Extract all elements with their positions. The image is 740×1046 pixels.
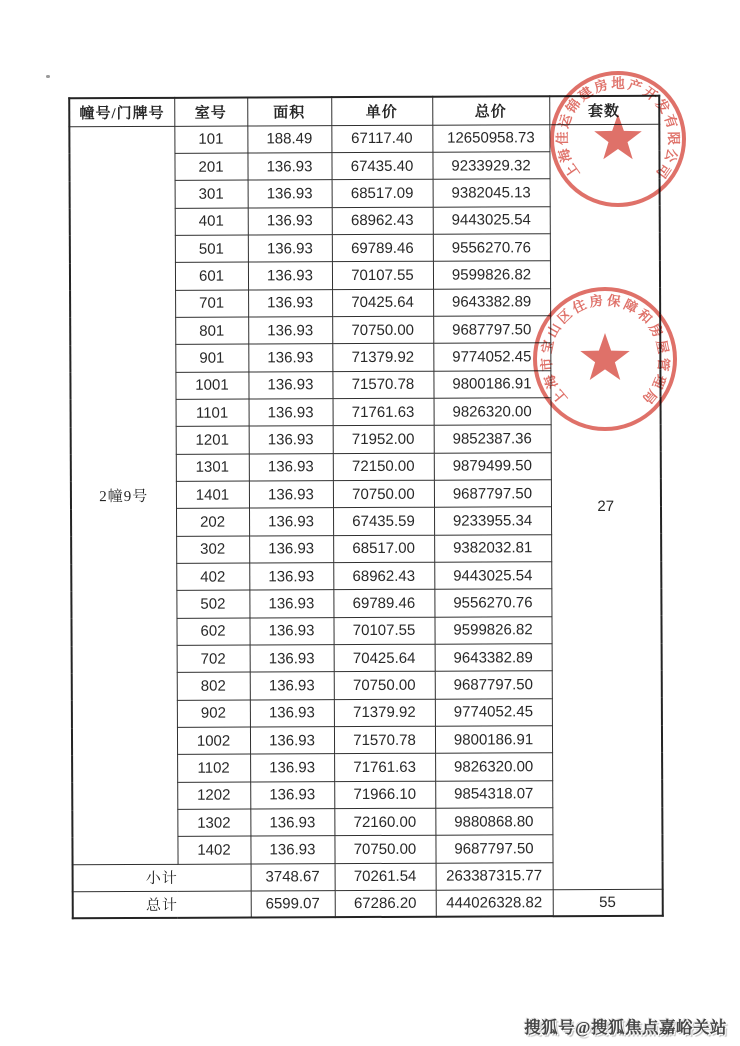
seal-text-char: 房 [646, 320, 666, 340]
cell-unit-price: 70107.55 [333, 617, 434, 645]
cell-total-price: 9382032.81 [434, 534, 551, 562]
cell-total-price: 9643382.89 [435, 644, 552, 672]
cell-room-number: 1201 [176, 426, 249, 454]
cell-area: 136.93 [248, 317, 332, 345]
seal-text-char: 房 [592, 76, 610, 96]
cell-unit-price: 70750.00 [333, 480, 434, 508]
cell-total-price: 9443025.54 [433, 206, 550, 234]
cell-total-price: 9854318.07 [435, 780, 552, 808]
table-header-cell: 室号 [174, 98, 247, 126]
cell-unit-price: 68962.43 [332, 207, 433, 235]
cell-total-price: 9599826.82 [433, 261, 550, 289]
cell-total-price: 9687797.50 [435, 835, 552, 863]
table-header-cell: 单价 [331, 97, 432, 125]
cell-room-number: 1402 [177, 836, 250, 864]
table-header-cell: 套数 [549, 96, 659, 124]
cell-unit-price: 71379.92 [332, 343, 433, 371]
cell-unit-price: 71761.63 [333, 398, 434, 426]
table-header-cell: 面积 [247, 97, 331, 125]
cell-area: 136.93 [249, 399, 333, 427]
cell-unit-price: 67435.40 [331, 152, 432, 180]
cell-unit-price: 71966.10 [334, 781, 435, 809]
cell-total-price: 9599826.82 [434, 616, 551, 644]
cell-area: 136.93 [248, 180, 332, 208]
cell-total-price: 9687797.50 [433, 316, 550, 344]
table-header-cell: 幢号/门牌号 [69, 98, 174, 126]
cell-total-price: 9852387.36 [434, 425, 551, 453]
cell-total-price: 9443025.54 [434, 562, 551, 590]
cell-total-price: 9774052.45 [433, 343, 550, 371]
seal-text-char: 上 [550, 386, 571, 407]
cell-area: 136.93 [249, 481, 333, 509]
cell-total-price: 9826320.00 [435, 753, 552, 781]
cell-room-number: 702 [177, 645, 250, 673]
cell-room-number: 802 [177, 672, 250, 700]
subtotal-total-price: 263387315.77 [436, 862, 553, 890]
cell-unit-price: 71570.78 [332, 371, 433, 399]
seal-text-char: 公 [661, 146, 681, 165]
company-seal [538, 59, 698, 219]
units-count-cell: 27 [549, 124, 662, 890]
cell-area: 136.93 [249, 617, 333, 645]
cell-total-price: 9556270.76 [434, 589, 551, 617]
cell-total-price: 9233929.32 [432, 152, 549, 180]
cell-area: 136.93 [250, 699, 334, 727]
grand-total-label: 总计 [73, 891, 251, 919]
cell-room-number: 402 [176, 563, 249, 591]
cell-room-number: 201 [174, 153, 247, 181]
cell-room-number: 601 [175, 262, 248, 290]
cell-unit-price: 72160.00 [334, 808, 435, 836]
cell-room-number: 701 [175, 290, 248, 318]
cell-unit-price: 70425.64 [334, 644, 435, 672]
seal-text-char: 和 [635, 306, 656, 327]
cell-unit-price: 71379.92 [334, 699, 435, 727]
cell-room-number: 902 [177, 700, 250, 728]
star-icon [594, 114, 642, 159]
cell-area: 136.93 [250, 809, 334, 837]
cell-unit-price: 70750.00 [334, 672, 435, 700]
cell-total-price: 9556270.76 [433, 234, 550, 262]
building-cell: 2幢9号 [69, 126, 177, 865]
cell-unit-price: 69789.46 [332, 234, 433, 262]
seal-text-char: 山 [544, 320, 564, 340]
cell-total-price: 9233955.34 [434, 507, 551, 535]
cell-area: 136.93 [250, 836, 334, 864]
cell-total-price: 9800186.91 [435, 726, 552, 754]
grand-total-unit-price: 67286.20 [335, 890, 436, 917]
cell-total-price: 9800186.91 [433, 370, 550, 398]
cell-unit-price: 67435.59 [333, 508, 434, 536]
cell-total-price: 9382045.13 [433, 179, 550, 207]
government-seal [525, 279, 685, 439]
grand-total-units: 55 [553, 889, 663, 916]
star-icon [580, 333, 629, 380]
seal-text-char: 宝 [539, 338, 557, 355]
subtotal-label: 小计 [73, 864, 251, 892]
subtotal-area: 3748.67 [251, 863, 335, 890]
cell-area: 136.93 [248, 262, 332, 290]
cell-total-price: 12650958.73 [432, 124, 549, 152]
seal-text-char: 上 [562, 161, 583, 181]
cell-area: 136.93 [250, 727, 334, 755]
cell-room-number: 1002 [177, 727, 250, 755]
cell-room-number: 301 [175, 180, 248, 208]
seal-text-char: 有 [661, 112, 680, 131]
cell-area: 136.93 [248, 344, 332, 372]
cell-unit-price: 69789.46 [333, 590, 434, 618]
seal-text-char: 限 [665, 131, 682, 146]
cell-area: 136.93 [250, 672, 334, 700]
subtotal-unit-price: 70261.54 [335, 863, 436, 890]
cell-room-number: 1202 [177, 782, 250, 810]
cell-room-number: 1301 [176, 454, 249, 482]
cell-unit-price: 68517.00 [333, 535, 434, 563]
cell-total-price: 9774052.45 [435, 698, 552, 726]
cell-room-number: 602 [176, 618, 249, 646]
cell-room-number: 1401 [176, 481, 249, 509]
seal-text-char: 房 [588, 292, 604, 310]
cell-unit-price: 71952.00 [333, 425, 434, 453]
cell-area: 136.93 [248, 289, 332, 317]
cell-area: 136.93 [249, 535, 333, 563]
seal-text-char: 障 [621, 296, 640, 317]
seal-text-char: 产 [626, 76, 644, 96]
cell-area: 136.93 [248, 207, 332, 235]
cell-area: 136.93 [249, 453, 333, 481]
seal-text-char: 建 [575, 83, 596, 104]
table-body [69, 124, 662, 919]
cell-area: 136.93 [249, 426, 333, 454]
seal-text-char: 佳 [554, 131, 571, 146]
cell-total-price: 9880868.80 [435, 808, 552, 836]
cell-area: 136.93 [249, 563, 333, 591]
cell-area: 136.93 [250, 754, 334, 782]
seal-text-char: 运 [556, 112, 575, 131]
cell-room-number: 302 [176, 536, 249, 564]
cell-unit-price: 68517.09 [332, 179, 433, 207]
cell-room-number: 101 [174, 126, 247, 154]
cell-unit-price: 70107.55 [332, 261, 433, 289]
seal-text-char: 理 [649, 372, 669, 391]
cell-area: 188.49 [247, 125, 331, 153]
table-header-cell: 总价 [432, 96, 549, 125]
cell-area: 136.93 [249, 590, 333, 618]
cell-unit-price: 68962.43 [333, 562, 434, 590]
cell-area: 136.93 [249, 508, 333, 536]
cell-total-price: 9643382.89 [433, 288, 550, 316]
seal-text-char: 开 [640, 83, 661, 104]
cell-unit-price: 70425.64 [332, 289, 433, 317]
cell-area: 136.93 [248, 235, 332, 263]
seal-text-char: 司 [653, 161, 674, 181]
cell-room-number: 401 [175, 208, 248, 236]
seal-text-char: 局 [639, 386, 660, 407]
sohu-watermark: 搜狐号@搜狐焦点嘉峪关站 [524, 1018, 727, 1037]
cell-room-number: 1101 [176, 399, 249, 427]
cell-room-number: 801 [175, 317, 248, 345]
cell-room-number: 1302 [177, 809, 250, 837]
seal-text-char: 锦 [563, 96, 584, 116]
cell-total-price: 9687797.50 [435, 671, 552, 699]
seal-text-char: 海 [541, 372, 561, 391]
seal-text-char: 发 [652, 96, 673, 116]
cell-area: 136.93 [247, 152, 331, 180]
cell-room-number: 1102 [177, 754, 250, 782]
cell-unit-price: 72150.00 [333, 453, 434, 481]
seal-text-char: 区 [554, 306, 575, 327]
grand-total-total-price: 444026328.82 [436, 889, 553, 917]
seal-text-char: 屋 [653, 338, 671, 355]
cell-unit-price: 70750.00 [334, 836, 435, 864]
cell-unit-price: 67117.40 [331, 125, 432, 153]
seal-text-char: 保 [606, 292, 622, 310]
cell-total-price: 9826320.00 [434, 398, 551, 426]
grand-total-area: 6599.07 [251, 890, 335, 917]
cell-unit-price: 71761.63 [334, 754, 435, 782]
seal-text-char: 管 [655, 357, 672, 372]
cell-room-number: 502 [176, 590, 249, 618]
cell-room-number: 1001 [175, 372, 248, 400]
cell-room-number: 501 [175, 235, 248, 263]
cell-unit-price: 70750.00 [332, 316, 433, 344]
cell-unit-price: 71570.78 [334, 726, 435, 754]
grand-total-row [73, 889, 663, 919]
scan-speck [46, 75, 50, 78]
seal-text-char: 海 [555, 146, 575, 165]
seal-text-char: 地 [611, 76, 625, 91]
cell-area: 136.93 [248, 371, 332, 399]
cell-area: 136.93 [250, 781, 334, 809]
cell-total-price: 9879499.50 [434, 452, 551, 480]
cell-area: 136.93 [250, 645, 334, 673]
cell-room-number: 901 [175, 344, 248, 372]
seal-text-char: 住 [570, 296, 589, 317]
cell-total-price: 9687797.50 [434, 480, 551, 508]
seal-text-char: 市 [538, 357, 555, 372]
cell-room-number: 202 [176, 508, 249, 536]
